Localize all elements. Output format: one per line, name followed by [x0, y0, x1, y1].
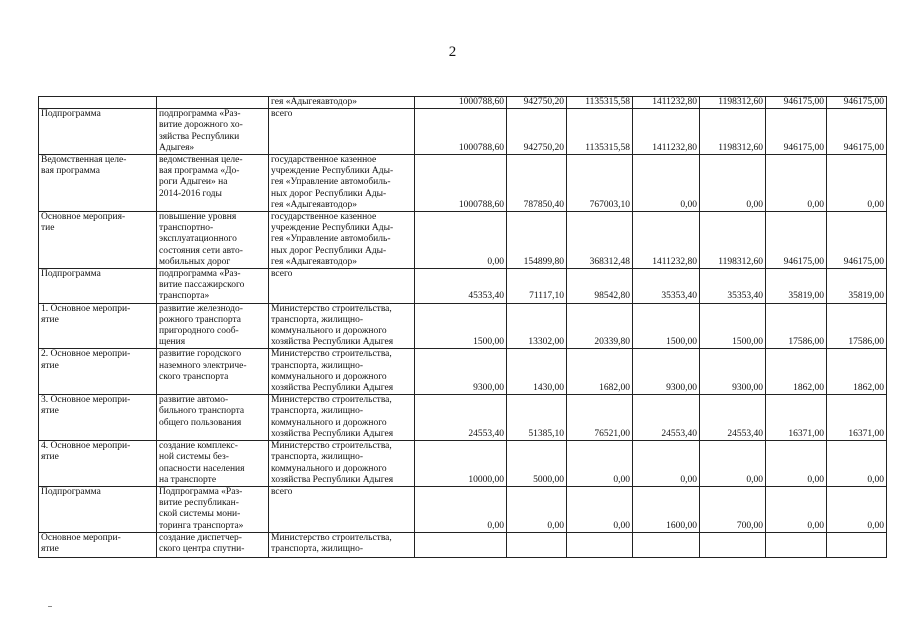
table-row [39, 97, 887, 109]
executor-cell: Министерство строительства, транспорта, жилищно- коммунального и дорожного хозяйства Республики Адыгея [269, 349, 415, 395]
value-cell: 24553,40 [415, 395, 507, 441]
row-type-cell: Основное меропри- ятие [39, 532, 157, 557]
row-type-cell: 3. Основное меропри- ятие [39, 395, 157, 441]
row-type-cell [39, 97, 157, 109]
table-row [39, 269, 887, 304]
value-cell: 24553,40 [633, 395, 700, 441]
program-name-cell: повышение уровня транспортно- эксплуатационного состояния сети авто- мобильных дорог [157, 212, 269, 269]
table-body [39, 97, 887, 558]
value-cell: 10000,00 [415, 441, 507, 487]
value-cell: 946175,00 [766, 212, 827, 269]
value-cell: 35353,40 [700, 269, 766, 304]
value-cell: 0,00 [827, 441, 887, 487]
value-cell: 9300,00 [633, 349, 700, 395]
scan-mark [48, 606, 52, 607]
value-cell: 9300,00 [415, 349, 507, 395]
value-cell [507, 532, 567, 557]
value-cell: 0,00 [766, 486, 827, 532]
table-row [39, 155, 887, 212]
value-cell: 0,00 [507, 486, 567, 532]
value-cell: 24553,40 [700, 395, 766, 441]
value-cell: 942750,20 [507, 97, 567, 109]
value-cell: 1000788,60 [415, 155, 507, 212]
row-type-cell: 1. Основное меропри- ятие [39, 303, 157, 349]
value-cell: 767003,10 [567, 155, 633, 212]
value-cell: 20339,80 [567, 303, 633, 349]
value-cell: 0,00 [633, 441, 700, 487]
executor-cell: Министерство строительства, транспорта, жилищно- коммунального и дорожного хозяйства Республики Адыгея [269, 303, 415, 349]
value-cell: 1198312,60 [700, 109, 766, 155]
value-cell: 45353,40 [415, 269, 507, 304]
value-cell: 700,00 [700, 486, 766, 532]
executor-cell: гея «Адыгеяавтодор» [269, 97, 415, 109]
executor-cell: всего [269, 109, 415, 155]
program-name-cell: подпрограмма «Раз- витие пассажирского транспорта» [157, 269, 269, 304]
value-cell: 1198312,60 [700, 212, 766, 269]
value-cell [700, 532, 766, 557]
table-row [39, 441, 887, 487]
value-cell: 13302,00 [507, 303, 567, 349]
value-cell: 98542,80 [567, 269, 633, 304]
value-cell: 0,00 [827, 155, 887, 212]
value-cell [415, 532, 507, 557]
value-cell: 0,00 [415, 486, 507, 532]
value-cell: 76521,00 [567, 395, 633, 441]
program-name-cell: развитие железнодо- рожного транспорта пригородного сооб- щения [157, 303, 269, 349]
program-name-cell: создание комплекс- ной системы без- опасности населения на транспорте [157, 441, 269, 487]
executor-cell: всего [269, 269, 415, 304]
executor-cell: всего [269, 486, 415, 532]
row-type-cell: Подпрограмма [39, 269, 157, 304]
value-cell: 35819,00 [766, 269, 827, 304]
program-name-cell [157, 97, 269, 109]
value-cell [827, 532, 887, 557]
value-cell: 1600,00 [633, 486, 700, 532]
value-cell [633, 532, 700, 557]
value-cell: 1411232,80 [633, 97, 700, 109]
value-cell: 5000,00 [507, 441, 567, 487]
value-cell: 71117,10 [507, 269, 567, 304]
row-type-cell: 4. Основное меропри- ятие [39, 441, 157, 487]
value-cell: 51385,10 [507, 395, 567, 441]
value-cell: 0,00 [567, 486, 633, 532]
program-name-cell: развитие городского наземного электриче- ского транспорта [157, 349, 269, 395]
value-cell: 1411232,80 [633, 109, 700, 155]
value-cell [766, 532, 827, 557]
table-row [39, 212, 887, 269]
row-type-cell: 2. Основное меропри- ятие [39, 349, 157, 395]
value-cell: 1000788,60 [415, 97, 507, 109]
value-cell: 0,00 [766, 441, 827, 487]
program-name-cell: Подпрограмма «Раз- витие республикан- ской системы мони- торинга транспорта» [157, 486, 269, 532]
table-row [39, 349, 887, 395]
value-cell: 17586,00 [766, 303, 827, 349]
row-type-cell: Подпрограмма [39, 109, 157, 155]
program-name-cell: подпрограмма «Раз- витие дорожного хо- зяйства Республики Адыгея» [157, 109, 269, 155]
value-cell: 1500,00 [700, 303, 766, 349]
program-name-cell: развитие автомо- бильного транспорта общего пользования [157, 395, 269, 441]
executor-cell: Министерство строительства, транспорта, жилищно- коммунального и дорожного хозяйства Республики Адыгея [269, 441, 415, 487]
value-cell: 0,00 [567, 441, 633, 487]
value-cell: 1500,00 [415, 303, 507, 349]
executor-cell: Министерство строительства, транспорта, жилищно- коммунального и дорожного хозяйства Республики Адыгея [269, 395, 415, 441]
value-cell [567, 532, 633, 557]
value-cell: 1411232,80 [633, 212, 700, 269]
value-cell: 9300,00 [700, 349, 766, 395]
table-row [39, 303, 887, 349]
program-name-cell: ведомственная целе- вая программа «До- роги Адыгеи» на 2014-2016 годы [157, 155, 269, 212]
value-cell: 0,00 [415, 212, 507, 269]
executor-cell: Министерство строительства, транспорта, жилищно- [269, 532, 415, 557]
value-cell: 17586,00 [827, 303, 887, 349]
value-cell: 0,00 [700, 441, 766, 487]
value-cell: 946175,00 [827, 212, 887, 269]
value-cell: 1135315,58 [567, 97, 633, 109]
value-cell: 946175,00 [766, 109, 827, 155]
value-cell: 1500,00 [633, 303, 700, 349]
value-cell: 0,00 [827, 486, 887, 532]
value-cell: 946175,00 [827, 109, 887, 155]
value-cell: 0,00 [633, 155, 700, 212]
page-number: 2 [448, 44, 457, 60]
executor-cell: государственное казенное учреждение Республики Ады- гея «Управление автомобиль- ных дорог Республики Ады- гея «Адыгеяавтодор» [269, 155, 415, 212]
value-cell: 35353,40 [633, 269, 700, 304]
executor-cell: государственное казенное учреждение Республики Ады- гея «Управление автомобиль- ных дорог Республики Ады- гея «Адыгеяавтодор» [269, 212, 415, 269]
value-cell: 35819,00 [827, 269, 887, 304]
program-funding-table [38, 96, 887, 558]
value-cell: 0,00 [700, 155, 766, 212]
value-cell: 154899,80 [507, 212, 567, 269]
table-row [39, 486, 887, 532]
table-row [39, 532, 887, 557]
program-name-cell: создание диспетчер- ского центра спутни- [157, 532, 269, 557]
value-cell: 1000788,60 [415, 109, 507, 155]
table-row [39, 109, 887, 155]
value-cell: 1862,00 [827, 349, 887, 395]
row-type-cell: Основное мероприя- тие [39, 212, 157, 269]
value-cell: 0,00 [766, 155, 827, 212]
value-cell: 16371,00 [827, 395, 887, 441]
value-cell: 946175,00 [766, 97, 827, 109]
value-cell: 16371,00 [766, 395, 827, 441]
value-cell: 1198312,60 [700, 97, 766, 109]
value-cell: 1430,00 [507, 349, 567, 395]
table-row [39, 395, 887, 441]
row-type-cell: Ведомственная целе- вая программа [39, 155, 157, 212]
value-cell: 942750,20 [507, 109, 567, 155]
value-cell: 946175,00 [827, 97, 887, 109]
value-cell: 1135315,58 [567, 109, 633, 155]
value-cell: 368312,48 [567, 212, 633, 269]
value-cell: 787850,40 [507, 155, 567, 212]
value-cell: 1682,00 [567, 349, 633, 395]
row-type-cell: Подпрограмма [39, 486, 157, 532]
value-cell: 1862,00 [766, 349, 827, 395]
